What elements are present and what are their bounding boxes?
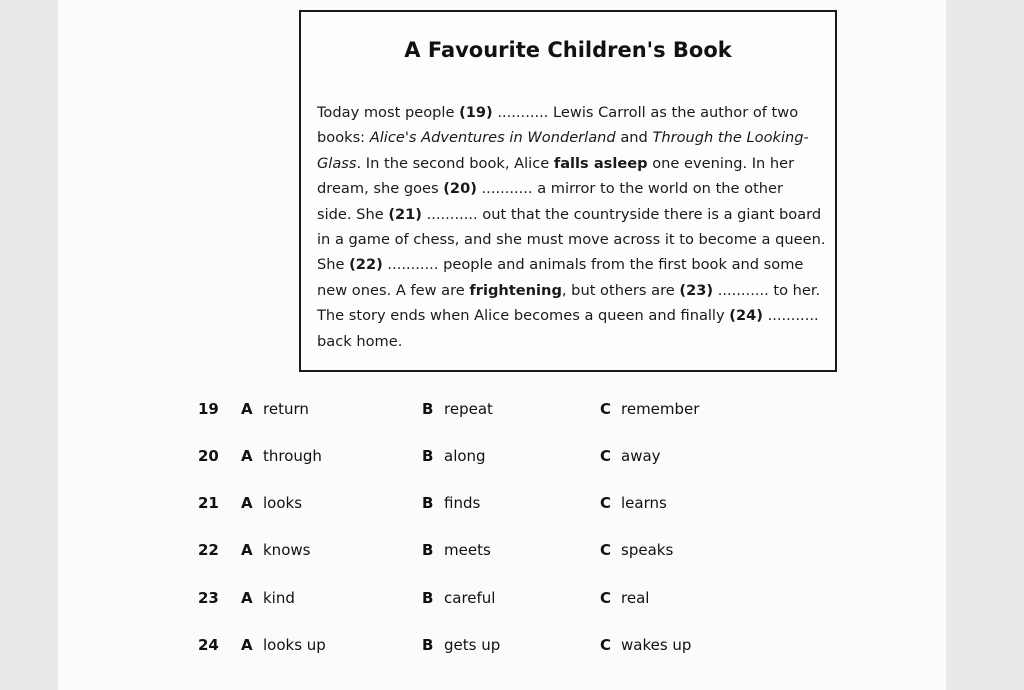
passage-segment: one evening. In her — [647, 154, 795, 172]
passage-segment: ........... people and animals from the first book and some — [382, 256, 804, 274]
option-a-text: knows — [263, 541, 311, 559]
option-b-text: along — [444, 447, 486, 465]
passage-title: A Favourite Children's Book — [404, 38, 732, 62]
option-c-text: speaks — [621, 541, 674, 559]
passage-segment: She — [317, 256, 350, 274]
passage-italic-text: Through the Looking- — [652, 129, 809, 147]
option-c-text: learns — [621, 494, 667, 512]
question-row — [0, 589, 1024, 613]
question-row — [0, 494, 1024, 518]
passage-line — [317, 227, 825, 252]
option-a-text: looks up — [263, 636, 326, 654]
option-c-letter: C — [600, 400, 612, 418]
passage-line — [317, 125, 825, 150]
passage-segment: new ones. A few are — [317, 281, 470, 299]
option-a-letter: A — [241, 636, 253, 654]
passage-segment: Today most people — [317, 104, 460, 121]
passage-bold-text: (21) — [388, 205, 422, 223]
question-number: 24 — [198, 636, 219, 654]
option-b-text: finds — [444, 494, 481, 512]
passage-segment: and — [615, 129, 653, 147]
option-a-letter: A — [241, 494, 253, 512]
question-number: 22 — [198, 541, 219, 559]
option-b-letter: B — [422, 400, 434, 418]
question-number: 21 — [198, 494, 219, 512]
option-c-text: wakes up — [621, 636, 692, 654]
passage-segment: ........... out that the countryside there is a giant board — [421, 205, 822, 223]
passage-bold-text: (19) — [459, 104, 493, 121]
passage-line — [317, 151, 825, 176]
passage-bold-text: (24) — [729, 307, 763, 325]
passage-segment: . In the second book, Alice — [356, 154, 554, 172]
passage-segment: ........... to her. — [713, 281, 821, 299]
option-c-letter: C — [600, 589, 612, 607]
passage-segment: , but others are — [561, 281, 680, 299]
passage-line — [317, 202, 825, 227]
option-a-text: through — [263, 447, 322, 465]
passage-segment: ........... a mirror to the world on the other — [476, 180, 784, 198]
option-a-letter: A — [241, 589, 253, 607]
option-a-text: kind — [263, 589, 295, 607]
passage-line — [317, 176, 825, 201]
passage-segment: dream, she goes — [317, 180, 444, 198]
option-b-text: careful — [444, 589, 496, 607]
passage-line — [317, 278, 825, 303]
option-c-letter: C — [600, 636, 612, 654]
passage-line — [317, 100, 825, 125]
option-c-letter: C — [600, 541, 612, 559]
option-a-letter: A — [241, 447, 253, 465]
passage-bold-text: (20) — [443, 180, 477, 198]
passage-italic-text: Glass — [317, 154, 357, 172]
option-c-text: away — [621, 447, 661, 465]
passage-line — [317, 252, 825, 277]
question-row — [0, 447, 1024, 471]
option-b-letter: B — [422, 541, 434, 559]
option-b-text: meets — [444, 541, 491, 559]
option-b-letter: B — [422, 589, 434, 607]
option-a-text: looks — [263, 494, 303, 512]
passage-segment: side. She — [317, 205, 389, 223]
passage-line — [317, 303, 825, 328]
passage-box — [299, 10, 837, 372]
option-a-text: return — [263, 400, 309, 418]
option-b-letter: B — [422, 636, 434, 654]
passage-bold-text: frightening — [469, 281, 562, 299]
passage-segment: in a game of chess, and she must move across it to become a queen. — [317, 231, 826, 249]
question-row — [0, 400, 1024, 424]
passage-italic-text: Alice's Adventures in Wonderland — [369, 129, 616, 147]
option-a-letter: A — [241, 541, 253, 559]
passage-line — [317, 329, 825, 354]
passage-segment: ........... — [762, 307, 819, 325]
option-b-letter: B — [422, 447, 434, 465]
option-b-text: gets up — [444, 636, 501, 654]
passage-bold-text: falls asleep — [553, 154, 648, 172]
passage-bold-text: (23) — [679, 281, 714, 299]
passage-bold-text: (22) — [349, 256, 383, 274]
option-c-letter: C — [600, 494, 612, 512]
question-row — [0, 636, 1024, 660]
option-c-text: real — [621, 589, 650, 607]
question-number: 23 — [198, 589, 219, 607]
question-row — [0, 541, 1024, 565]
option-b-text: repeat — [444, 400, 493, 418]
question-number: 19 — [198, 400, 219, 418]
option-a-letter: A — [241, 400, 253, 418]
option-c-letter: C — [600, 447, 612, 465]
passage-text — [317, 100, 825, 354]
passage-segment: ........... Lewis Carroll as the author of two — [492, 104, 799, 121]
question-number: 20 — [198, 447, 219, 465]
option-b-letter: B — [422, 494, 434, 512]
passage-segment: books: — [317, 129, 370, 147]
passage-segment: back home. — [317, 332, 403, 350]
passage-segment: The story ends when Alice becomes a queen and finally — [317, 307, 730, 325]
option-c-text: remember — [621, 400, 700, 418]
